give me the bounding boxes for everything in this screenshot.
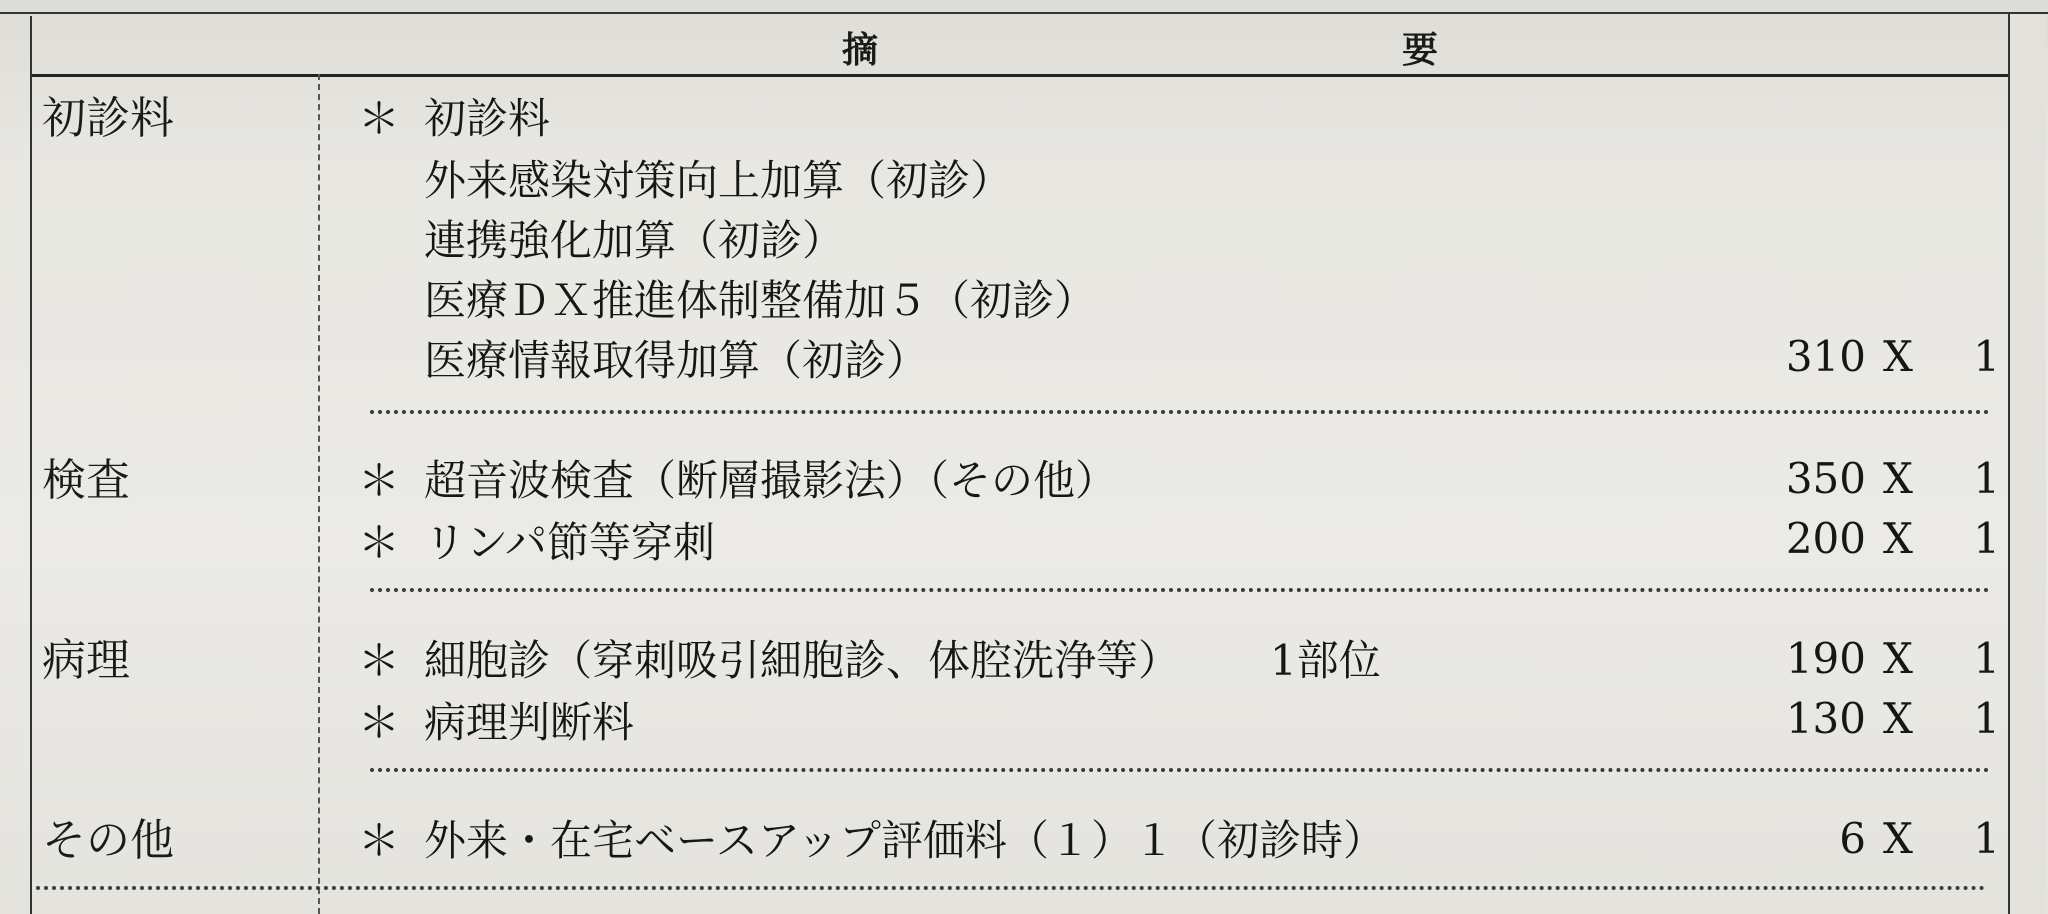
count-value: 1 bbox=[1973, 514, 2000, 563]
times-mark: X bbox=[1883, 514, 1913, 563]
left-frame-border bbox=[30, 74, 32, 914]
item-star: ＊ bbox=[358, 636, 401, 685]
item-note: 1部位 bbox=[1270, 636, 1381, 685]
item-star: ＊ bbox=[358, 816, 401, 865]
item-text: 細胞診（穿刺吸引細胞診、体腔洗浄等） bbox=[424, 636, 1181, 685]
category-label-shoshin: 初診料 bbox=[42, 93, 174, 144]
item-star: ＊ bbox=[358, 518, 401, 567]
item-row bbox=[358, 448, 1117, 508]
item-row bbox=[424, 148, 1012, 208]
item-amount bbox=[1786, 332, 2000, 381]
points-value: 200 bbox=[1785, 514, 1866, 563]
item-row bbox=[424, 208, 844, 268]
item-row bbox=[424, 268, 1096, 328]
item-row bbox=[358, 628, 1381, 688]
count-value: 1 bbox=[1973, 694, 2000, 743]
item-text: 連携強化加算（初診） bbox=[424, 216, 845, 265]
dotted-separator bbox=[36, 886, 1986, 890]
item-text: 医療ＤＸ推進体制整備加５（初診） bbox=[424, 276, 1097, 325]
category-divider bbox=[318, 74, 320, 914]
top-border bbox=[0, 12, 2048, 14]
item-text: 外来・在宅ベースアップ評価料（１）１（初診時） bbox=[424, 816, 1385, 865]
category-label-kensa: 検査 bbox=[42, 455, 130, 506]
times-mark: X bbox=[1883, 634, 1913, 683]
item-row bbox=[358, 808, 1385, 868]
points-value: 190 bbox=[1785, 634, 1866, 683]
item-row bbox=[358, 510, 715, 570]
count-value: 1 bbox=[1973, 814, 2000, 863]
points-value: 6 bbox=[1839, 814, 1866, 863]
header-label-left: 摘 bbox=[842, 29, 879, 71]
header-label-right: 要 bbox=[1402, 29, 1439, 71]
count-value: 1 bbox=[1973, 332, 2000, 381]
item-row bbox=[424, 328, 928, 388]
points-value: 310 bbox=[1785, 332, 1866, 381]
item-text: リンパ節等穿刺 bbox=[424, 518, 716, 567]
right-column-edge bbox=[2008, 14, 2046, 914]
item-amount bbox=[1786, 514, 2000, 563]
item-star: ＊ bbox=[358, 698, 401, 747]
item-amount bbox=[1839, 814, 2000, 863]
times-mark: X bbox=[1883, 814, 1913, 863]
count-value: 1 bbox=[1973, 454, 2000, 503]
item-text: 初診料 bbox=[424, 94, 551, 143]
times-mark: X bbox=[1883, 332, 1913, 381]
times-mark: X bbox=[1883, 694, 1913, 743]
dotted-separator bbox=[370, 410, 1990, 414]
category-label-byori: 病理 bbox=[42, 635, 130, 686]
item-amount bbox=[1786, 454, 2000, 503]
item-text: 超音波検査（断層撮影法）（その他） bbox=[424, 456, 1118, 505]
item-star: ＊ bbox=[358, 94, 401, 143]
times-mark: X bbox=[1883, 454, 1913, 503]
points-value: 130 bbox=[1785, 694, 1866, 743]
item-star: ＊ bbox=[358, 456, 401, 505]
points-value: 350 bbox=[1785, 454, 1866, 503]
dotted-separator bbox=[370, 588, 1990, 592]
summary-header bbox=[30, 16, 2012, 77]
item-text: 医療情報取得加算（初診） bbox=[424, 336, 929, 385]
item-text: 外来感染対策向上加算（初診） bbox=[424, 156, 1013, 205]
item-row bbox=[358, 690, 634, 750]
item-text: 病理判断料 bbox=[424, 698, 635, 747]
category-label-sonota: その他 bbox=[42, 815, 174, 866]
count-value: 1 bbox=[1973, 634, 2000, 683]
dotted-separator bbox=[370, 768, 1990, 772]
item-amount bbox=[1786, 634, 2000, 683]
item-amount bbox=[1786, 694, 2000, 743]
item-row bbox=[358, 86, 550, 146]
